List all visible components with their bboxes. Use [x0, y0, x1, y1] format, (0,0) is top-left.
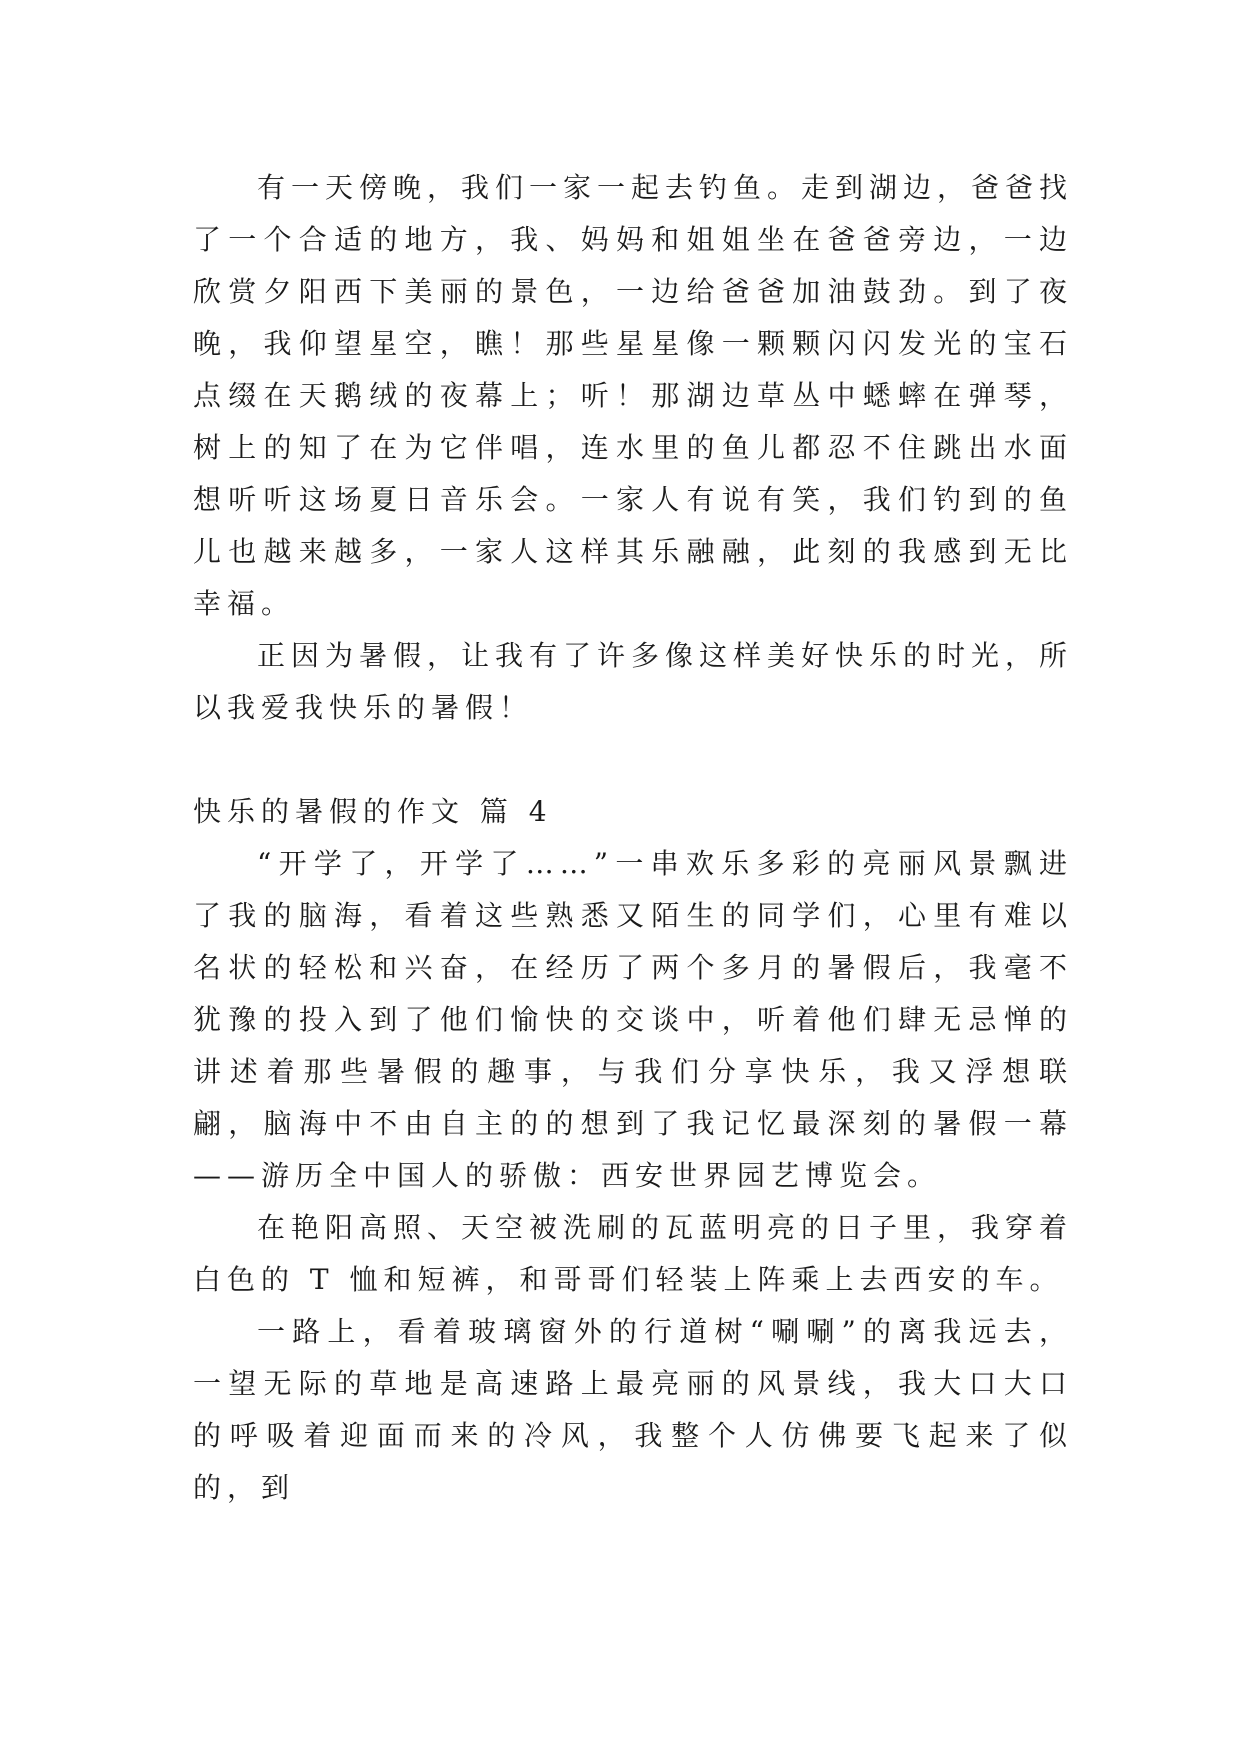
paragraph-summer-love: 正因为暑假，让我有了许多像这样美好快乐的时光，所以我爱我快乐的暑假！: [193, 639, 1074, 724]
paragraph-fishing: 有一天傍晚，我们一家一起去钓鱼。走到湖边，爸爸找了一个合适的地方，我、妈妈和姐姐坐在爸爸旁边，一边欣赏夕阳西下美丽的景色，一边给爸爸加油鼓劲。到了夜晚，我仰望星空，瞧！那些星星像一颗颗闪闪发光的宝石点缀在天鹅绒的夜幕上；听！那湖边草丛中蟋蟀在弹琴，树上的知了在为它伴唱，连水里的鱼儿都忍不住跳出水面想听听这场夏日音乐会。一家人有说有笑，我们钓到的鱼儿也越来越多，一家人这样其乐融融，此刻的我感到无比幸福。: [193, 171, 1074, 620]
paragraph-trip-start: 在艳阳高照、天空被洗刷的瓦蓝明亮的日子里，我穿着白色的 T 恤和短裤，和哥哥们轻装上阵乘上去西安的车。: [193, 1211, 1074, 1296]
paragraph-school-start: “开学了，开学了……”一串欢乐多彩的亮丽风景飘进了我的脑海，看着这些熟悉又陌生的同学们，心里有难以名状的轻松和兴奋，在经历了两个多月的暑假后，我毫不犹豫的投入到了他们愉快的交谈中，听着他们肆无忌惮的讲述着那些暑假的趣事，与我们分享快乐，我又浮想联翩，脑海中不由自主的的想到了我记忆最深刻的暑假一幕——游历全中国人的骄傲：西安世界园艺博览会。: [193, 847, 1073, 1192]
document-body: [193, 162, 1073, 1514]
paragraph-on-the-road: 一路上，看着玻璃窗外的行道树“唰唰”的离我远去，一望无际的草地是高速路上最亮丽的风景线，我大口大口的呼吸着迎面而来的冷风，我整个人仿佛要飞起来了似的，到: [193, 1315, 1073, 1504]
section-heading: 快乐的暑假的作文 篇 4: [193, 795, 553, 828]
